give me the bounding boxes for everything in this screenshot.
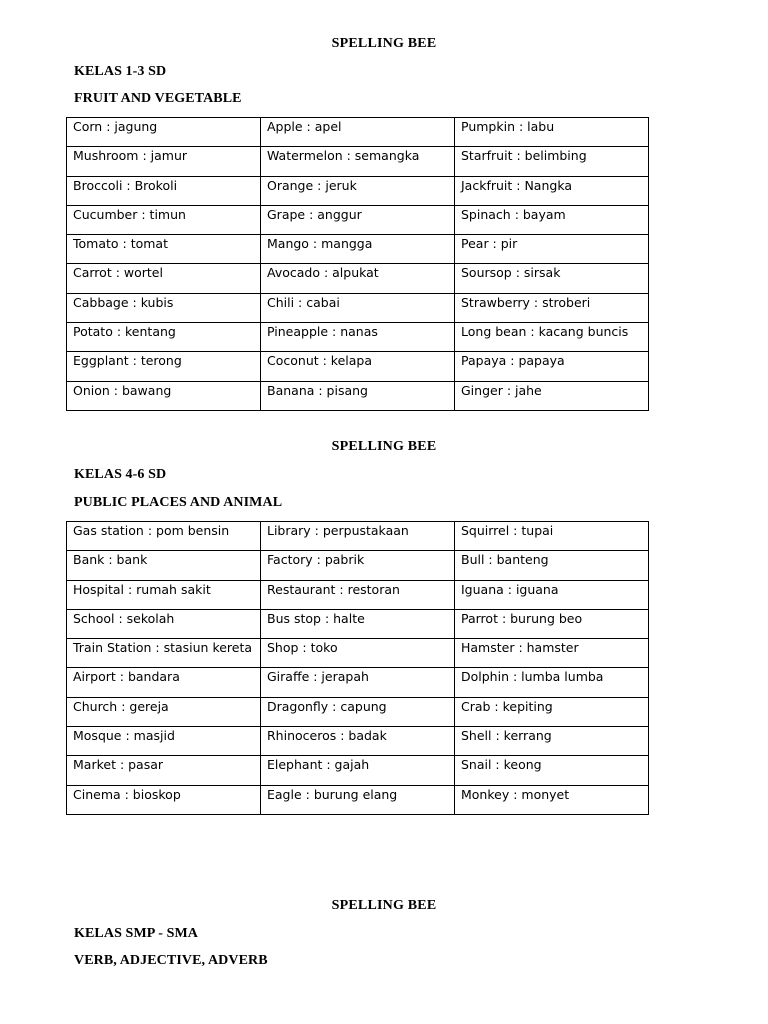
table-row xyxy=(67,323,649,352)
table-cell: Mushroom : jamur xyxy=(67,147,261,176)
table-cell: Giraffe : jerapah xyxy=(261,668,455,697)
table-cell: Starfruit : belimbing xyxy=(455,147,649,176)
table-cell: Gas station : pom bensin xyxy=(67,522,261,551)
table-cell: Pumpkin : labu xyxy=(455,118,649,147)
section2-vocab-table xyxy=(66,521,649,815)
table-row xyxy=(67,756,649,785)
table-cell: Iguana : iguana xyxy=(455,580,649,609)
table-cell: Cucumber : timun xyxy=(67,205,261,234)
table-cell: Bus stop : halte xyxy=(261,609,455,638)
table-cell: Crab : kepiting xyxy=(455,697,649,726)
table-row xyxy=(67,785,649,814)
table-cell: Ginger : jahe xyxy=(455,381,649,410)
table-row xyxy=(67,293,649,322)
table-cell: Hamster : hamster xyxy=(455,639,649,668)
table-cell: Apple : apel xyxy=(261,118,455,147)
table-cell: Broccoli : Brokoli xyxy=(67,176,261,205)
table-cell: Watermelon : semangka xyxy=(261,147,455,176)
table-cell: Cinema : bioskop xyxy=(67,785,261,814)
table-row xyxy=(67,580,649,609)
table-cell: Shell : kerrang xyxy=(455,727,649,756)
table-row xyxy=(67,205,649,234)
table-row xyxy=(67,639,649,668)
section2-grade-level: KELAS 4-6 SD xyxy=(74,467,167,482)
table-cell: Parrot : burung beo xyxy=(455,609,649,638)
table-cell: Soursop : sirsak xyxy=(455,264,649,293)
table-row xyxy=(67,727,649,756)
table-cell: Mango : mangga xyxy=(261,235,455,264)
table-cell: Church : gereja xyxy=(67,697,261,726)
table-cell: Dolphin : lumba lumba xyxy=(455,668,649,697)
table-cell: Spinach : bayam xyxy=(455,205,649,234)
section3-topic: VERB, ADJECTIVE, ADVERB xyxy=(74,953,268,968)
table-row xyxy=(67,522,649,551)
table-cell: Banana : pisang xyxy=(261,381,455,410)
table-cell: Tomato : tomat xyxy=(67,235,261,264)
table-cell: Bank : bank xyxy=(67,551,261,580)
section1-grade-level: KELAS 1-3 SD xyxy=(74,64,167,79)
table-cell: Eggplant : terong xyxy=(67,352,261,381)
table-cell: Papaya : papaya xyxy=(455,352,649,381)
table-cell: Strawberry : stroberi xyxy=(455,293,649,322)
table-cell: Restaurant : restoran xyxy=(261,580,455,609)
table-cell: Eagle : burung elang xyxy=(261,785,455,814)
table-cell: Avocado : alpukat xyxy=(261,264,455,293)
section2-topic: PUBLIC PLACES AND ANIMAL xyxy=(74,495,283,510)
table-cell: Squirrel : tupai xyxy=(455,522,649,551)
table-cell: Market : pasar xyxy=(67,756,261,785)
table-row xyxy=(67,118,649,147)
table-row xyxy=(67,235,649,264)
table-row xyxy=(67,668,649,697)
section3-title: SPELLING BEE xyxy=(331,898,437,913)
table-cell: Grape : anggur xyxy=(261,205,455,234)
table-cell: Corn : jagung xyxy=(67,118,261,147)
table-cell: Cabbage : kubis xyxy=(67,293,261,322)
table-cell: Library : perpustakaan xyxy=(261,522,455,551)
table-row xyxy=(67,697,649,726)
table-cell: Factory : pabrik xyxy=(261,551,455,580)
table-cell: Monkey : monyet xyxy=(455,785,649,814)
table-cell: Potato : kentang xyxy=(67,323,261,352)
table-cell: Long bean : kacang buncis xyxy=(455,323,649,352)
table-cell: Hospital : rumah sakit xyxy=(67,580,261,609)
table-cell: Carrot : wortel xyxy=(67,264,261,293)
table-row xyxy=(67,551,649,580)
table-cell: Elephant : gajah xyxy=(261,756,455,785)
table-cell: Rhinoceros : badak xyxy=(261,727,455,756)
table-cell: School : sekolah xyxy=(67,609,261,638)
table-row xyxy=(67,352,649,381)
table-cell: Onion : bawang xyxy=(67,381,261,410)
table-cell: Shop : toko xyxy=(261,639,455,668)
section3-grade-level: KELAS SMP - SMA xyxy=(74,926,199,941)
section1-title: SPELLING BEE xyxy=(331,36,437,51)
table-cell: Snail : keong xyxy=(455,756,649,785)
table-row xyxy=(67,381,649,410)
table-row xyxy=(67,264,649,293)
table-cell: Coconut : kelapa xyxy=(261,352,455,381)
table-cell: Pear : pir xyxy=(455,235,649,264)
table-cell: Chili : cabai xyxy=(261,293,455,322)
table-cell: Bull : banteng xyxy=(455,551,649,580)
table-cell: Pineapple : nanas xyxy=(261,323,455,352)
table-cell: Airport : bandara xyxy=(67,668,261,697)
table-cell: Dragonfly : capung xyxy=(261,697,455,726)
section1-topic: FRUIT AND VEGETABLE xyxy=(74,91,242,106)
section2-title: SPELLING BEE xyxy=(331,439,437,454)
table-cell: Jackfruit : Nangka xyxy=(455,176,649,205)
table-row xyxy=(67,147,649,176)
table-cell: Mosque : masjid xyxy=(67,727,261,756)
table-row xyxy=(67,609,649,638)
section1-vocab-table xyxy=(66,117,649,411)
table-row xyxy=(67,176,649,205)
table-cell: Orange : jeruk xyxy=(261,176,455,205)
table-cell: Train Station : stasiun kereta xyxy=(67,639,261,668)
